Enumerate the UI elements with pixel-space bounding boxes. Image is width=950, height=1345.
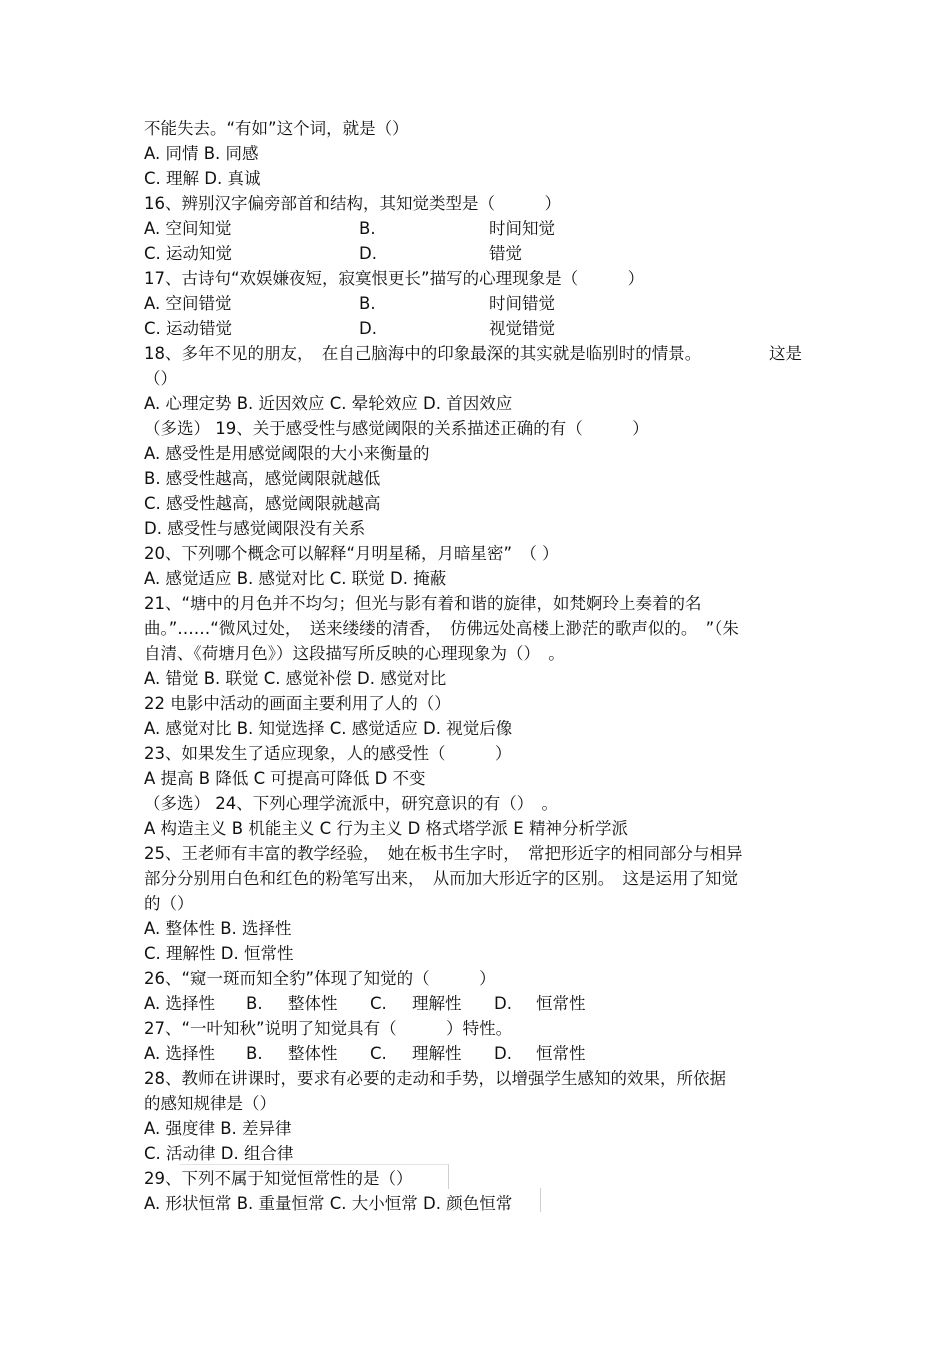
question-18-tail: 这是 xyxy=(769,344,802,363)
option-line: A 提高 B 降低 C 可提高可降低 D 不变 xyxy=(144,769,426,788)
text-line: 曲。”……“微风过处， 送来缕缕的清香， 仿佛远处高楼上渺茫的歌声似的。 ”（朱 xyxy=(144,619,739,638)
question-26: 26、“窥一斑而知全豹”体现了知觉的（ ） xyxy=(144,969,496,988)
option-b-text: 整体性 xyxy=(288,994,338,1013)
option-b-label: B. xyxy=(359,294,376,313)
option-d-text: 错觉 xyxy=(489,244,522,263)
option-line: A. 感觉对比 B. 知觉选择 C. 感觉适应 D. 视觉后像 xyxy=(144,719,513,738)
question-19: （多选） 19、关于感受性与感觉阈限的关系描述正确的有（ ） xyxy=(144,419,649,438)
option-d-label: D. xyxy=(359,244,377,263)
option-b-label: B. xyxy=(246,994,263,1013)
option-d-label: D. xyxy=(494,994,512,1013)
option-line: A. 强度律 B. 差异律 xyxy=(144,1119,292,1138)
option-c-text: 理解性 xyxy=(412,1044,462,1063)
option-line: C. 活动律 D. 组合律 xyxy=(144,1144,294,1163)
option-a: A. 选择性 xyxy=(144,994,215,1013)
option-line: A. 整体性 B. 选择性 xyxy=(144,919,292,938)
text-line: 的感知规律是（） xyxy=(144,1094,276,1113)
option-c-label: C. xyxy=(370,994,387,1013)
text-line: 的（） xyxy=(144,894,194,913)
option-c-text: 理解性 xyxy=(412,994,462,1013)
option-line: A. 心理定势 B. 近因效应 C. 晕轮效应 D. 首因效应 xyxy=(144,394,513,413)
option-b-label: B. xyxy=(359,219,376,238)
question-24: （多选） 24、下列心理学流派中，研究意识的有（） 。 xyxy=(144,794,558,813)
option-c: C. 运动知觉 xyxy=(144,244,233,263)
option-d-label: D. xyxy=(359,319,377,338)
option-b-text: 时间知觉 xyxy=(489,219,555,238)
question-16: 16、辨别汉字偏旁部首和结构，其知觉类型是（ ） xyxy=(144,194,561,213)
text-box-border xyxy=(180,1188,541,1212)
option-line: A. 感觉适应 B. 感觉对比 C. 联觉 D. 掩蔽 xyxy=(144,569,447,588)
question-28: 28、教师在讲课时，要求有必要的走动和手势，以增强学生感知的效果，所依据 xyxy=(144,1069,726,1088)
option-c-label: C. xyxy=(370,1044,387,1063)
question-17: 17、古诗句“欢娱嫌夜短，寂寞恨更长”描写的心理现象是（ ） xyxy=(144,269,645,288)
question-21: 21、“塘中的月色并不均匀；但光与影有着和谐的旋律，如梵婀玲上奏着的名 xyxy=(144,594,702,613)
text-line: 不能失去。“有如”这个词，就是（） xyxy=(144,119,409,138)
option-d-text: 恒常性 xyxy=(536,994,586,1013)
option-d-text: 恒常性 xyxy=(536,1044,586,1063)
option-line: A. 感受性是用感觉阈限的大小来衡量的 xyxy=(144,444,430,463)
question-23: 23、如果发生了适应现象，人的感受性（ ） xyxy=(144,744,512,763)
text-line: （） xyxy=(144,369,177,388)
text-line: 部分分别用白色和红色的粉笔写出来， 从而加大形近字的区别。 这是运用了知觉 xyxy=(144,869,738,888)
question-22: 22 电影中活动的画面主要利用了人的（） xyxy=(144,694,451,713)
option-line: B. 感受性越高，感觉阈限就越低 xyxy=(144,469,381,488)
option-line: A. 同情 B. 同感 xyxy=(144,144,259,163)
option-line: C. 感受性越高，感觉阈限就越高 xyxy=(144,494,381,513)
option-line: A. 形状恒常 B. 重量恒常 C. 大小恒常 D. 颜色恒常 xyxy=(144,1194,513,1213)
option-line: A 构造主义 B 机能主义 C 行为主义 D 格式塔学派 E 精神分析学派 xyxy=(144,819,628,838)
option-line: C. 理解 D. 真诚 xyxy=(144,169,261,188)
option-a: A. 空间错觉 xyxy=(144,294,232,313)
option-d-text: 视觉错觉 xyxy=(489,319,555,338)
option-line: D. 感受性与感觉阈限没有关系 xyxy=(144,519,366,538)
question-27: 27、“一叶知秋”说明了知觉具有（ ）特性。 xyxy=(144,1019,513,1038)
option-b-text: 整体性 xyxy=(288,1044,338,1063)
option-b-label: B. xyxy=(246,1044,263,1063)
option-a: A. 选择性 xyxy=(144,1044,215,1063)
text-box-border xyxy=(180,1164,449,1189)
option-c: C. 运动错觉 xyxy=(144,319,233,338)
text-line: 自清、《荷塘月色》）这段描写所反映的心理现象为（） 。 xyxy=(144,644,565,663)
option-b-text: 时间错觉 xyxy=(489,294,555,313)
question-20: 20、下列哪个概念可以解释“月明星稀，月暗星密” （ ） xyxy=(144,544,559,563)
question-18-text: 18、多年不见的朋友， 在自己脑海中的印象最深的其实就是临别时的情景。 xyxy=(144,344,702,363)
question-25: 25、王老师有丰富的教学经验， 她在板书生字时， 常把形近字的相同部分与相异 xyxy=(144,844,743,863)
option-a: A. 空间知觉 xyxy=(144,219,232,238)
question-29: 29、下列不属于知觉恒常性的是（） xyxy=(144,1169,413,1188)
option-line: A. 错觉 B. 联觉 C. 感觉补偿 D. 感觉对比 xyxy=(144,669,447,688)
option-d-label: D. xyxy=(494,1044,512,1063)
option-line: C. 理解性 D. 恒常性 xyxy=(144,944,294,963)
